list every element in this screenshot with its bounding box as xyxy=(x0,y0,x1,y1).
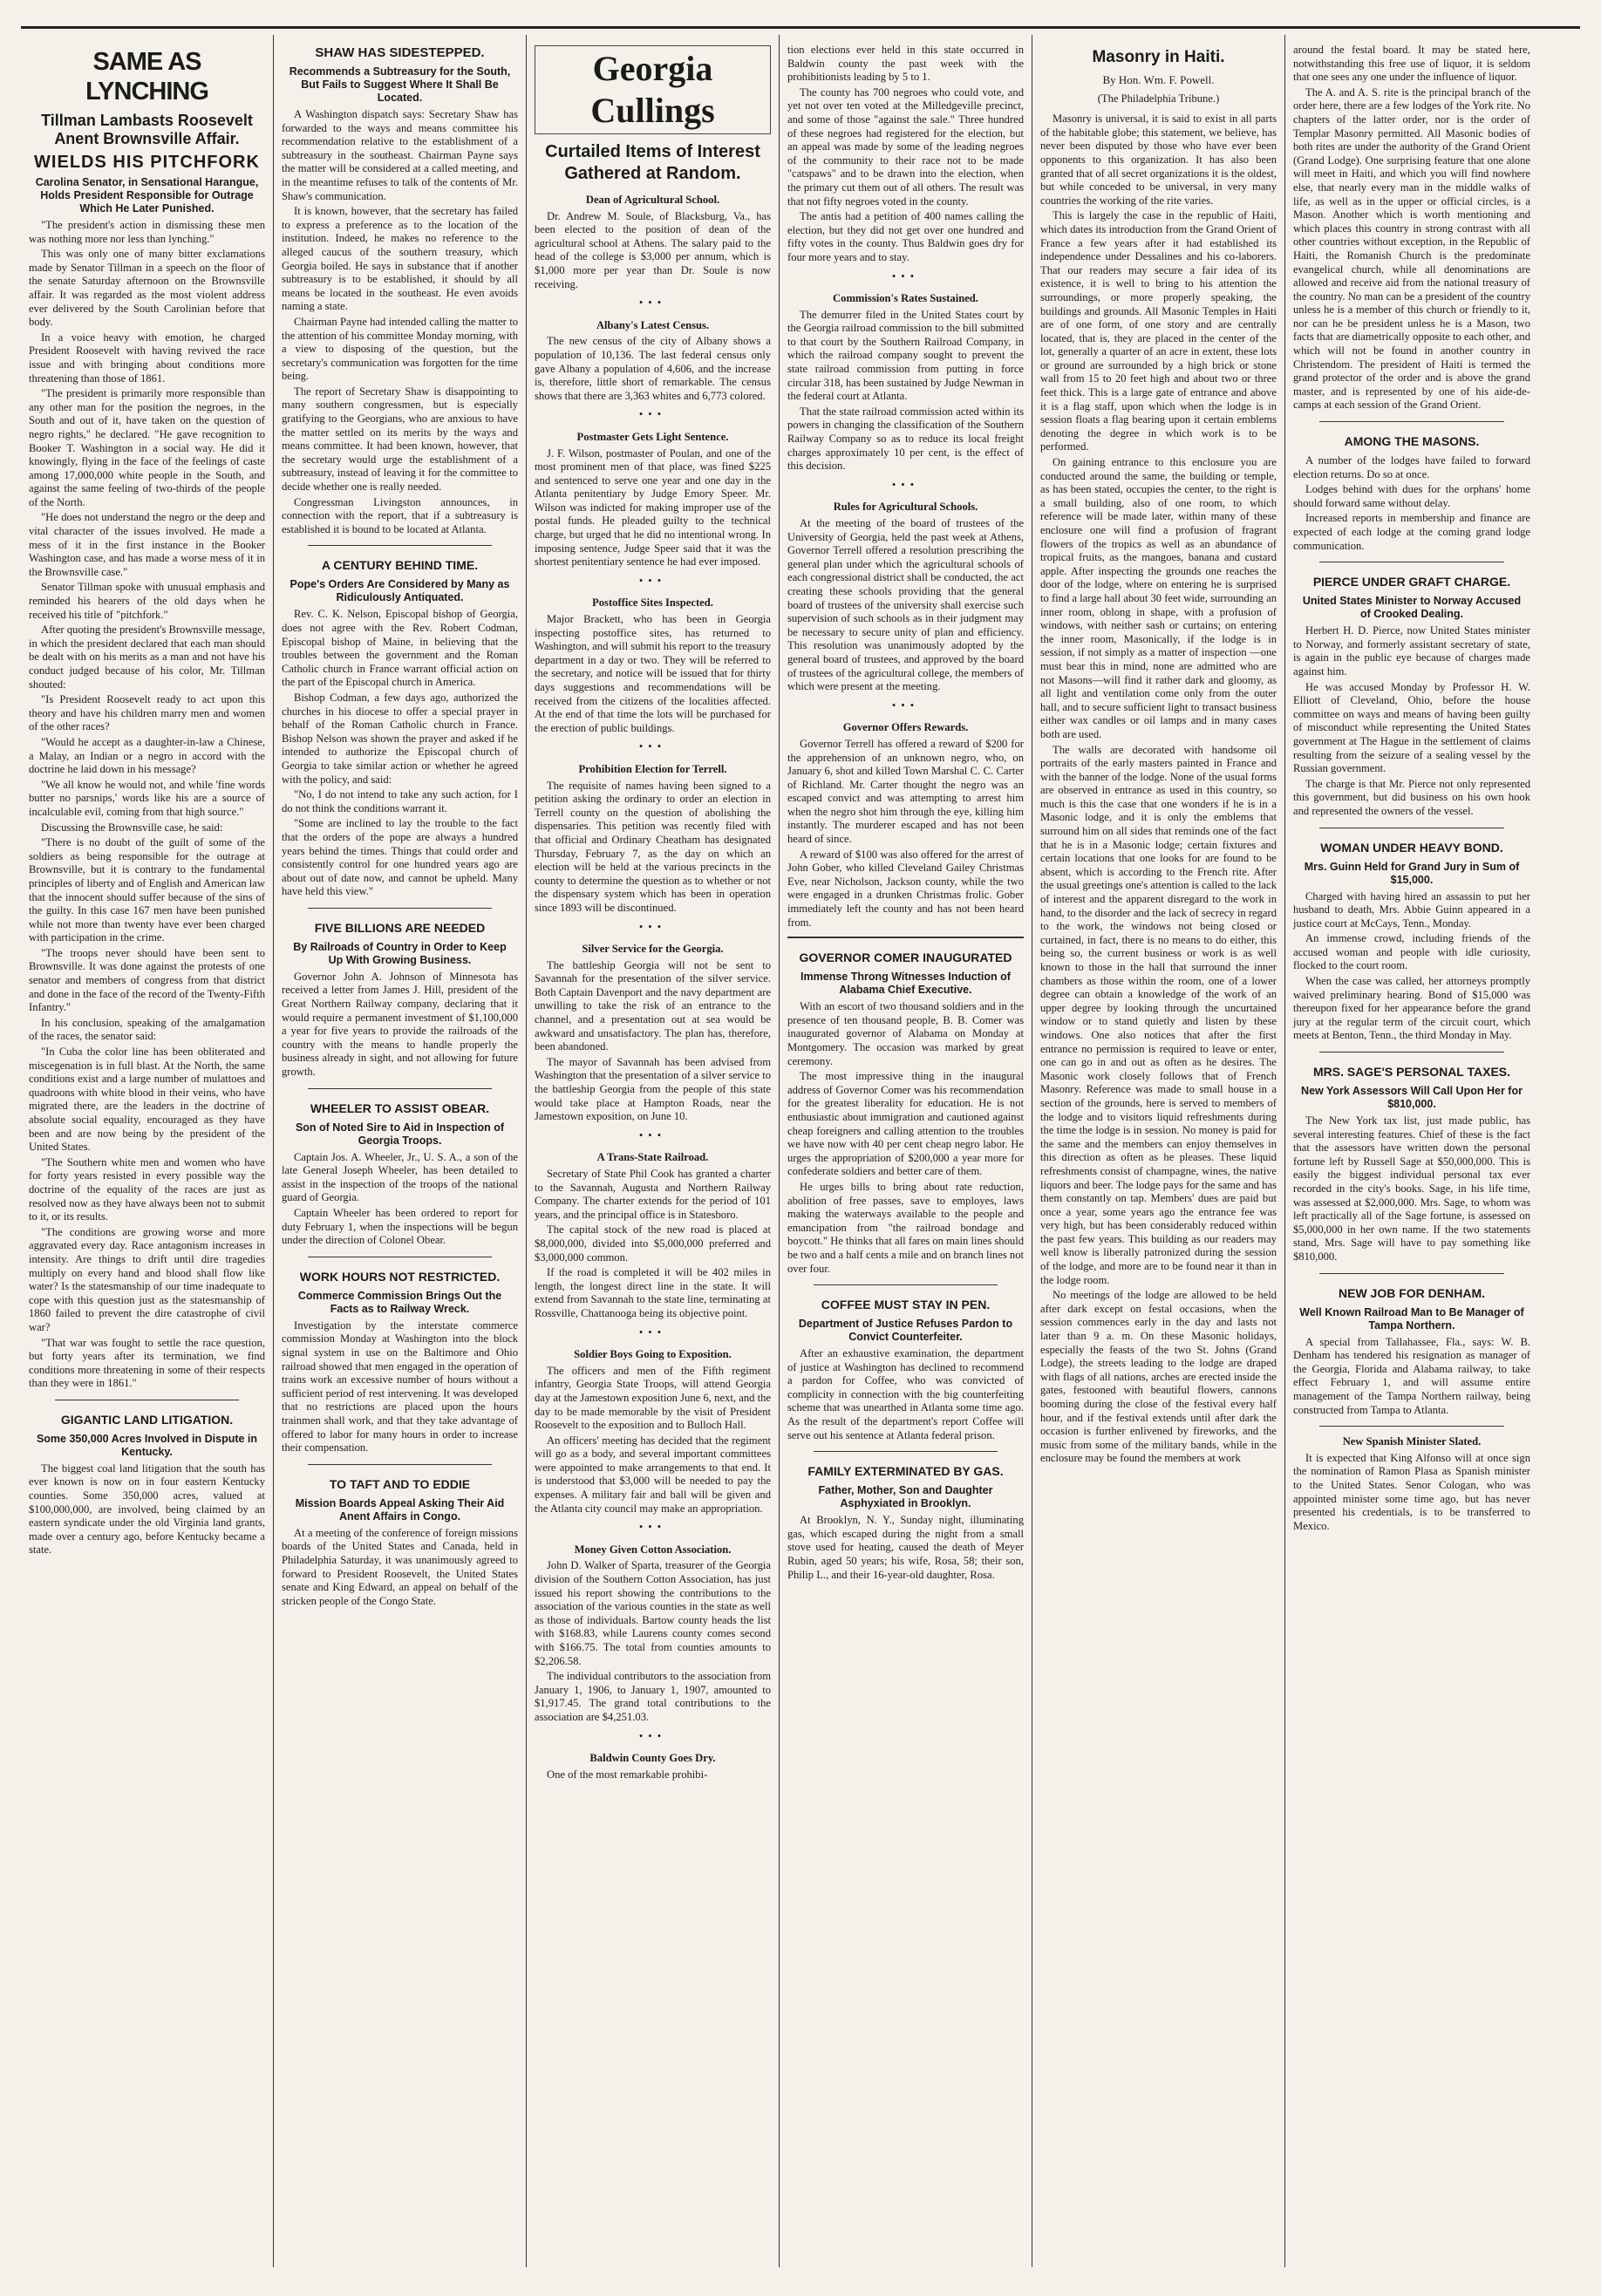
subhead-comer: Immense Throng Witnesses Induction of Alabama Chief Executive. xyxy=(800,971,1011,997)
paragraph: The individual contributors to the association from January 1, 1906, to January 1, 1907, amounted to $1,917.45. The grand total contributions to the association are $4,251.03. xyxy=(535,1670,771,1723)
paragraph: "He does not understand the negro or the deep and vital character of the issues involved. He made a mess of it in the first instance in the Booker Washington case, and has made a worse mess of it in the Brownsville case." xyxy=(29,511,265,578)
subhead-wheeler: Son of Noted Sire to Aid in Inspection of Georgia Troops. xyxy=(295,1121,505,1147)
separator-dots: ••• xyxy=(638,1325,667,1339)
paragraph: At the meeting of the board of trustees of the University of Georgia, held the past week at Athens, Governor Terrell offered a resolution prescribing the general plan under which the agricultural schools of each congressional district shall be conducted, the act creating these schools providing that the general board of trustees of the university shall exercise such supervision of such schools as in their judgment may be necessary to secure unity of plan and efficiency. This resolution was unanimously adopted by the general board of trustees, and approved by the board of trustees of the agricultural college, the members of which were present at the meeting. xyxy=(787,517,1024,693)
separator-dots: ••• xyxy=(891,269,920,283)
paragraph: The requisite of names having been signed to a petition asking the ordinary to order an election in Terrell county on the question of abolishing the dispensaries. This petition was recently filed with that official and Ordinary Cheatham has designated Thursday, February 7, as the day on which an election will be held at the various precincts in the county to determine the question as to whether or not the dispensary system which has been in operation since 1893 will be discontinued. xyxy=(535,779,771,914)
deck-pitchfork: WIELDS HIS PITCHFORK xyxy=(34,153,260,172)
paragraph: "We all know he would not, and while 'fine words butter no parsnips,' words like his are a source of incalculable evil, coming from that high source." xyxy=(29,778,265,818)
separator-dots: ••• xyxy=(638,296,667,310)
subhead: Albany's Latest Census. xyxy=(596,318,710,331)
subhead-sage-taxes: New York Assessors Will Call Upon Her for $810,000. xyxy=(1301,1085,1523,1111)
divider xyxy=(308,908,492,909)
subhead: Baldwin County Goes Dry. xyxy=(589,1752,716,1765)
columns xyxy=(21,35,1580,2267)
paragraph: Herbert H. D. Pierce, now United States minister to Norway, and formerly assistant secretary of state, is again in the public eye because of charges made against him. xyxy=(1293,624,1530,678)
deck-senator: Carolina Senator, in Sensational Harangue, Holds President Responsible for Outrage Which He Later Punished. xyxy=(35,176,259,215)
paragraph: "Would he accept as a daughter-in-law a Chinese, a Malay, an Indian or a negro in accord with the doctrine he laid down in his message? xyxy=(29,735,265,776)
headline-shaw: SHAW HAS SIDESTEPPED. xyxy=(315,45,485,60)
subhead: Governor Offers Rewards. xyxy=(842,721,969,734)
paragraph: The charge is that Mr. Pierce not only represented this government, but did business on his own hook and represented the owners of the vessel. xyxy=(1293,777,1530,817)
deck-curtailed-items: Curtailed Items of Interest Gathered at Random. xyxy=(545,142,760,183)
paragraph: Investigation by the interstate commerce commission Monday at Washington into the block signal system in use on the Baltimore and Ohio railroad showed that men engaged in the operation of trains work an excessive number of hours without a sufficient period of rest intervening. It was developed that no restrictions are placed upon the hours trainmen shall work, and that they take advantage of offered to labor for many hours in order to increase their compensation. xyxy=(282,1318,518,1455)
divider xyxy=(814,1451,998,1452)
paragraph: Captain Wheeler has been ordered to report for duty February 1, when the inspections will be begun under the direction of Colonel Obear. xyxy=(282,1207,518,1247)
paragraph: The report of Secretary Shaw is disappointing to many southern congressmen, but is especially gratifying to the Georgians, who are anxious to have the matter settled on its merits by the ways and means committee. It had been known, however, that the secretary would urge the establishment of a subtreasury, instead of leaving it for the committee to decide whether one is really needed. xyxy=(282,385,518,494)
subhead-coffee: Department of Justice Refuses Pardon to Convict Counterfeiter. xyxy=(798,1318,1013,1344)
paragraph: It is expected that King Alfonso will at once sign the nomination of Ramon Plasa as Spanish minister to the United States. Senor Cologan, who was appointed minister some time ago, but has never presented his credentials, is to be transferred to Mexico. xyxy=(1293,1451,1530,1532)
headline-land-litigation: GIGANTIC LAND LITIGATION. xyxy=(60,1412,234,1427)
paragraph: The most impressive thing in the inaugural address of Governor Comer was his recommendation for the greatest liberality for education. He is not enthusiastic about immigration and cautioned against cheap foreigners and calling attention to the troubles we have now with 40 per cent cheap negro labor. He urges the appropriation of $200,000 a year more for confederate soldiers and better care of them. xyxy=(787,1070,1024,1178)
column-6 xyxy=(1285,35,1538,2267)
headline-wheeler: WHEELER TO ASSIST OBEAR. xyxy=(310,1100,490,1115)
subhead-taft-eddie: Mission Boards Appeal Asking Their Aid Anent Affairs in Congo. xyxy=(295,1496,505,1523)
paragraph: Governor Terrell has offered a reward of $200 for the apprehension of an unknown negro, who, on January 6, shot and killed Town Marshal C. C. Carter of Richland. Mr. Carter thought the negro was an escaped convict and was attempting to arrest him when the negro shot him through the eye, killing him instantly. The murderer escaped and has not been heard of since. xyxy=(787,737,1024,846)
paragraph: If the road is completed it will be 402 miles in length, the longest direct line in the state. It will extend from Savannah to the state line, terminating at Rossville, Chattanooga being its objective point. xyxy=(535,1266,771,1319)
paragraph: "There is no doubt of the guilt of some of the soldiers as being responsible for the outrage at Brownsville, but it is contrary to the fundamental principles of liberty and of English and American law that the innocent should suffer because of the sins of the guilty. In this case 167 men have been punished while not more than twenty have ever been charged with participation in the crime. xyxy=(29,836,265,944)
paragraph: The demurrer filed in the United States court by the Georgia railroad commission to the bill submitted to that court by the Southern Railroad Company, in which the railroad company sought to prevent the state railroad commission from putting in force circular 318, has been sustained by Judge Newman in the federal court at Atlanta. xyxy=(787,308,1024,403)
paragraph: Lodges behind with dues for the orphans' home should forward same without delay. xyxy=(1293,483,1530,509)
paragraph: Chairman Payne had intended calling the matter to the attention of his committee Monday morning, with a view to disposing of the question, but the secretary's communication was forgotten for the time being. xyxy=(282,315,518,383)
paragraph: No meetings of the lodge are allowed to be held after dark except on festal occasions, when the session commences early in the day and lasts not later than 9 a. m. On these Masonic holidays, especially the feasts of the two St. Johns (Grand Lodge), the streets leading to the lodge are draped with flags of all nations, arches are erected inside the gates, festooned with beautiful flowers, cannons booming during the close of the festival every half hour, and if the festival extends until after dark the occasion is further enlivened by fireworks, and the music from some of the military bands, while in the enclosure may be found the members at work xyxy=(1040,1289,1277,1465)
divider xyxy=(814,1284,998,1285)
paragraph: Major Brackett, who has been in Georgia inspecting postoffice sites, has returned to Washington, and will submit his report to the treasury department in a day or two. They will be referred to the secretary, and notice will be issued that for thirty days suggestions and recommendations will be received from the citizens of the localities affected. At the end of that time the lots will be purchased for the erection of public buildings. xyxy=(535,613,771,734)
column-4 xyxy=(780,35,1032,2267)
paragraph: Senator Tillman spoke with unusual emphasis and reminded his hearers of the old days when he received his title of "pitchfork." xyxy=(29,581,265,621)
paragraph: At a meeting of the conference of foreign missions boards of the United States and Canada, held in Philadelphia Saturday, it was unanimously agreed to forward to President Roosevelt, the United States senate and King Edward, an appeal on behalf of the stricken people of the Congo State. xyxy=(282,1526,518,1607)
paragraph: At Brooklyn, N. Y., Sunday night, illuminating gas, which escaped during the night from a small stove used for heating, caused the death of Meyer Rubin, aged 50 years; his wife, Rosa, 58; their son, Philip L., and their 16-year-old daughter, Rosa. xyxy=(787,1514,1024,1581)
source-line: (The Philadelphia Tribune.) xyxy=(1097,92,1220,105)
divider xyxy=(308,1088,492,1089)
paragraph: J. F. Wilson, postmaster of Poulan, and one of the most prominent men of that place, was fined $225 and sentenced to serve one year and one day in the Atlanta penitentiary by Judge Emory Speer. Mr. Wilson was indicted for making improper use of the postal funds. He pleaded guilty to the technical charge, but urged that he did no intentional wrong. In imposing sentence, Judge Speer said that it was the shortest penitentiary sentence he had ever imposed. xyxy=(535,446,771,569)
headline-comer-inaugurated: GOVERNOR COMER INAUGURATED xyxy=(799,950,1012,965)
paragraph: The capital stock of the new road is placed at $8,000,000, divided into $5,000,000 preferred and $3,000,000 common. xyxy=(535,1223,771,1264)
subhead-shaw: Recommends a Subtreasury for the South, But Fails to Suggest Where It Shall Be Located. xyxy=(289,65,511,104)
paragraph: A reward of $100 was also offered for the arrest of John Gober, who killed Cleveland Gailey Christmas Eve, near Nicholson, Jackson county, while the two were engaged in a drunken Christmas frolic. Gober immediately left the county and has not been heard from. xyxy=(787,848,1024,929)
paragraph: An officers' meeting has decided that the regiment will go as a body, and several important committees were appointed to make arrangements to that end. It is understood that $3,000 will be needed to pay the expenses. A military fair and ball will be given and the Atlanta city council may make an appropriation. xyxy=(535,1434,771,1515)
paragraph: Masonry is universal, it is said to exist in all parts of the habitable globe; this statement, we believe, has never been disputed by those who have ever been opponents to this organization. It has also been granted that of all secret organizations it is the oldest, but while conceded to be universal, in very many countries the working of the rite varies. xyxy=(1040,112,1277,207)
divider xyxy=(308,1464,492,1465)
headline-family-gas: FAMILY EXTERMINATED BY GAS. xyxy=(807,1464,1004,1479)
subhead: Silver Service for the Georgia. xyxy=(582,943,724,956)
separator-dots: ••• xyxy=(638,574,667,587)
headline-taft-eddie: TO TAFT AND TO EDDIE xyxy=(329,1476,471,1491)
subhead: Postoffice Sites Inspected. xyxy=(592,596,713,610)
separator-dots: ••• xyxy=(891,478,920,491)
subhead-century-behind: Pope's Orders Are Considered by Many as Ridiculously Antiquated. xyxy=(290,578,510,604)
column-2 xyxy=(274,35,527,2267)
paragraph: Bishop Codman, a few days ago, authorized the churches in his diocese to offer a special prayer in behalf of the Roman Catholic church in France. Bishop Nelson was shown the prayer and asked if he intended to authorize the Episcopal church of Georgia to take similar action or whether he agreed with the policy, and said: xyxy=(282,691,518,786)
paragraph: The officers and men of the Fifth regiment infantry, Georgia State Troops, will attend Georgia day at the Jamestown exposition June 6, next, and the day to be made memorable by the visit of President Roosevelt to the exposition and to Bulloch Hall. xyxy=(535,1364,771,1432)
subhead: Soldier Boys Going to Exposition. xyxy=(574,1348,732,1361)
paragraph: In a voice heavy with emotion, he charged President Roosevelt with having revived the race issue and with bringing about conditions more threatening than those of 1861. xyxy=(29,330,265,385)
paragraph: Discussing the Brownsville case, he said: xyxy=(41,821,223,834)
subhead: A Trans-State Railroad. xyxy=(596,1151,709,1164)
subhead-pierce: United States Minister to Norway Accused of Crooked Dealing. xyxy=(1302,595,1522,621)
paragraph: Secretary of State Phil Cook has granted a charter to the Savannah, Augusta and Northern Railway Company. The charter extends for the period of 101 years, and the principal office is in Statesboro. xyxy=(535,1168,771,1221)
subhead-work-hours: Commerce Commission Brings Out the Facts as to Railway Wreck. xyxy=(297,1289,502,1315)
paragraph: around the festal board. It may be stated here, notwithstanding this free use of liquor, it is seldom that one sees any one under the influence of liquor. xyxy=(1293,44,1530,84)
paragraph: One of the most remarkable prohibi- xyxy=(547,1768,708,1781)
paragraph: A Washington dispatch says: Secretary Shaw has forwarded to the ways and means committee his recommendation relative to the establishment of a subtreasury in the southeast. Chairman Payne says the matter will be considered at a called meeting, and in the meantime refuses to talk of the contents of Mr. Shaw's communication. xyxy=(282,108,518,202)
paragraph: "That war was fought to settle the race question, but forty years after its termination, we find conditions more threatening in some of their respects than they were in 1861." xyxy=(29,1336,265,1390)
subhead-five-billions: By Railroads of Country in Order to Keep Up With Growing Business. xyxy=(293,940,507,966)
paragraph: The A. and A. S. rite is the principal branch of the order here, there are a few lodges of the York rite. No chapters of the latter order, nor is the order of Templar Masonry permitted. All Masonic bodies of both rites are under the authority of the Grand Orient (Grand Lodge). One surprising feature that one alone will meet in Haiti, and which you will find nowhere else, that nearly every man in the middle walks of life, as well as in the upper or official circles, is a Mason. Another which is worth mentioning and which places this country in strong contrast with all other countries without exception, in the Republic of Haiti, the Romanish Church is the predominate evangelical church, while all denominations are allowed and receive aid from the national treasury of the country. No man can be a president of the country unless he is a member of this church or friendly to it, nor can he be president unless he is a Mason, two facts that are diametrically opposite to each other, and which will not be found in another country in Christendom. The president of Haiti is termed the grand protector of the order and is above the grand master, and is represented by one of his aide-de-camps at each session of the Grand Orient. xyxy=(1293,85,1530,412)
headline-masonry-haiti: Masonry in Haiti. xyxy=(1092,48,1225,66)
paragraph: After quoting the president's Brownsville message, in which the president declared that each man should be dealt with on his merits as a man and not have his conduct judged because of his color, Mr. Tillman shouted: xyxy=(29,623,265,691)
masthead-georgia-cullings: Georgia Cullings xyxy=(535,45,771,134)
paragraph: The antis had a petition of 400 names calling the election, but they did not get over one hundred and fifty votes in the county. Thus Baldwin goes dry for four more years and to stay. xyxy=(787,210,1024,263)
separator-dots: ••• xyxy=(638,1128,667,1141)
subhead: Postmaster Gets Light Sentence. xyxy=(576,430,729,443)
headline-five-billions: FIVE BILLIONS ARE NEEDED xyxy=(314,920,486,935)
subhead: Money Given Cotton Association. xyxy=(574,1543,732,1556)
paragraph: Charged with having hired an assassin to put her husband to death, Mrs. Abbie Guinn appeared in a justice court at McCays, Tenn., Monday. xyxy=(1293,889,1530,930)
paragraph: "The Southern white men and women who have for forty years resisted in every possible way the doctrine of the equality of the races are just as resolved now as they have always been not to submit to it, or its results. xyxy=(29,1155,265,1223)
byline: By Hon. Wm. F. Powell. xyxy=(1102,73,1215,86)
paragraph: He was accused Monday by Professor H. W. Elliott of Cleveland, Ohio, before the house committee on ways and means of having been guilty of misconduct while representing the United States government at The Hague in the settlement of claims resulting from the seizure of a sealing vessel by the Russian government. xyxy=(1293,680,1530,775)
paragraph: "The president is primarily more responsible than any other man for the position the negroes, in the South and out of it, have taken on the question of negro rights," he declared. "He gave recognition to Booker T. Washington in a social way. He did it knowingly, flying in the face of the feelings of caste among 17,000,000 white people in the South, and against the same feeling of two-thirds of the people of the North. xyxy=(29,387,265,508)
paragraph: "The president's action in dismissing these men was nothing more nor less than lynching." xyxy=(29,219,265,245)
paragraph: Captain Jos. A. Wheeler, Jr., U. S. A., a son of the late General Joseph Wheeler, has been detailed to assist in the inspection of the troops of the national guard of Georgia. xyxy=(282,1150,518,1204)
separator-dots: ••• xyxy=(638,1729,667,1742)
paragraph: The biggest coal land litigation that the south has ever known is now on in four eastern Kentucky counties. Some 350,000 acres, valued at $100,000,000, are involved, being claimed by an eastern syndicate under the old Virginia land grants, made over a century ago, before Kentucky became a state. xyxy=(29,1461,265,1557)
paragraph: A special from Tallahassee, Fla., says: W. B. Denham has tendered his resignation as manager of the Georgia, Florida and Alabama railway, to take effect February 1, and will assume entire management of the Tampa Northern railway, being constructed from Tampa to Atlanta. xyxy=(1293,1335,1530,1416)
headline-coffee-pen: COFFEE MUST STAY IN PEN. xyxy=(821,1298,991,1312)
divider xyxy=(308,545,492,546)
paragraph: In his conclusion, speaking of the amalgamation of the races, the senator said: xyxy=(29,1016,265,1043)
top-rule xyxy=(21,26,1580,29)
paragraph: The new census of the city of Albany shows a population of 10,136. The last federal census only gave Albany a population of 4,606, and the increase is, therefore, little short of remarkable. The census shows that there are 3,363 whites and 6,773 colored. xyxy=(535,335,771,402)
subhead: Dean of Agricultural School. xyxy=(585,194,720,206)
paragraph: tion elections ever held in this state occurred in Baldwin county the past week with the prohibitionists leading by 5 to 1. xyxy=(787,44,1024,84)
paragraph: On gaining entrance to this enclosure you are conducted around the same, the building or temple, as has been stated, occupies the center, to the right is a small building, also of one room, to which reference will be made later, within many of these enclosure one will find a profusion of fragrant flowers of the tropics as well as an abundance of tropical fruits, as the mangoes, banana and custard apple. After inspecting the grounds one reaches the door of the lodge, where on entering he is surprised to find a large hall about 30 feet wide, surrounding an inner room, oblong in shape, with a profusion of windows, with neither sash or curtains; on entering the inner room, Masonically, if the lodge is in session, if not simply as a matter of inspection —one must bear this in mind, none are admitted who are not Masons—will find it rather dark and gloomy, as all light and ventilation come only from the outer hall, and to secure sufficient light to transact business either wax candles or oil lamps and in many cases both are used. xyxy=(1040,456,1277,740)
subhead: Rules for Agricultural Schools. xyxy=(833,501,978,514)
paragraph: "No, I do not intend to take any such action, for I do not think the conditions warrant it. xyxy=(282,788,518,814)
paragraph: When the case was called, her attorneys promptly waived preliminary hearing. Bond of $15,000 was thereupon fixed for her appearance before the grand jury at the regular term of the circuit court, which meets at Benton, Tenn., the third Monday in May. xyxy=(1293,975,1530,1042)
paragraph: With an escort of two thousand soldiers and in the presence of ten thousand people, B. B. Comer was inaugurated governor of Alabama on Monday at Montgomery. The occasion was marked by great ceremony. xyxy=(787,1000,1024,1067)
headline-denham: NEW JOB FOR DENHAM. xyxy=(1339,1285,1485,1300)
subhead-woman-bond: Mrs. Guinn Held for Grand Jury in Sum of $15,000. xyxy=(1304,860,1520,886)
separator-dots: ••• xyxy=(638,1521,667,1534)
paragraph: A number of the lodges have failed to forward election returns. Do so at once. xyxy=(1293,454,1530,480)
column-5 xyxy=(1032,35,1285,2267)
paragraph: The walls are decorated with handsome oil portraits of the early masters painted in France and with the banner of the lodge. None of the usual forms are observed in entrance as used in this country, so much is this the case that one wonders if he is in a Masonic lodge, and it is only the emblems that surround him on all sides that reminds one of the fact that he is in a Masonic lodge; certain fixtures and certain locations that one looks for are found to be absent, which is according to the French rite. After the usual greetings one's attention is called to the lack of interest and the apparent disregard to the work in hand, to the disorder and the lack of secrecy in regard to the work, the windows not being closed or curtained, in fact, there is no means to do either, this being so, the current business or work is as well known to those in the hall that surround the inner chambers as those within the room, one of a lower degree can obtain a knowledge of the work of an upper degree by looking through the uncurtained window or to stand quietly and listen by these windows. One also notices that after the first entrance no permission is required to leave or enter, one can go in and out as often as he desires. The Masonic work closely follows that of French Masonry. Reference was made to small house in a section of the grounds, here is served to members of the lodge and to visitors liquid refreshments during the time the lodge is in session. No money is paid for the same and the members can enjoy themselves in this direction as often as he pleases. These liquid refreshments consist of champagne, wines, the native liquors and beer. The lodge pays for the same and has them constantly on tap. Members' dues are paid but once a year, some years ago the entrance fee was very high, but has been considerably reduced within the past few years. This building as our readers may well know is liberally patronized during the session of the lodge, and more are to be found near it than in the lodge room. xyxy=(1040,743,1277,1286)
paragraph: It is known, however, that the secretary has failed to express a preference as to the location of the institution. Indeed, he makes no reference to the alleged caucus of the southern treasury, which Georgia boiled. He says in substance that if another subtreasury is to be established, it should by all means be located in the southeast. He even avoids naming a state. xyxy=(282,205,518,313)
divider xyxy=(787,937,1024,938)
paragraph: Dr. Andrew M. Soule, of Blacksburg, Va., has been elected to the position of dean of the agricultural school at Athens. The salary paid to the head of the college is $3,000 per annum, which is $1,000 more per year than Dr. Soule is now receiving. xyxy=(535,209,771,290)
paragraph: "Some are inclined to lay the trouble to the fact that the orders of the pope are always a hundred years behind the times. Things that could order and consistently control for one hundred years ago are about out of date now, and cannot be upheld. Many have held this view." xyxy=(282,817,518,898)
headline-work-hours: WORK HOURS NOT RESTRICTED. xyxy=(299,1269,501,1284)
separator-dots: ••• xyxy=(638,408,667,421)
column-1 xyxy=(21,35,274,2267)
separator-dots: ••• xyxy=(891,698,920,712)
headline-same-as-lynching: SAME AS LYNCHING xyxy=(85,48,208,106)
paragraph: "The conditions are growing worse and more aggravated every day. Race antagonism increases in intensity. Are things to drift until dire tragedies multiply on every hand and blood shall flow like water? Is the statesmanship of our time inadequate to cope with this question just as the statesmanship of 1860 failed to prevent the dire catastrophe of civil war? xyxy=(29,1225,265,1333)
paragraph: An immense crowd, including friends of the accused woman and people with idle curiosity, flocked to the court room. xyxy=(1293,932,1530,972)
subhead: Commission's Rates Sustained. xyxy=(833,292,978,305)
paragraph: Congressman Livingston announces, in connection with the report, that if a subtreasury is established it is bound to be located at Atlanta. xyxy=(282,495,518,535)
paragraph: Governor John A. Johnson of Minnesota has received a letter from James J. Hill, president of the Great Northern Railway company, declaring that it would require a permanent investment of $1,100,000 a year for five years to provide the railroads of the country with the means to handle properly the business already in sight, and not allowing for future growth. xyxy=(282,970,518,1079)
deck-tillman: Tillman Lambasts Roosevelt Anent Brownsville Affair. xyxy=(41,112,253,147)
divider xyxy=(1319,1052,1504,1053)
paragraph: The New York tax list, just made public, has several interesting features. Chief of these is the fact that the assessors have written down the personal fortune left by Russell Sage at $50,000,000. This is easily the biggest individual personal tax ever recorded in the city's books. Sage, in his life time, was assessed at $2,000,000. Mrs. Sage, to whom was left practically all of the Sage fortune, is assessed on $5,000,000 in her own name. If the two statements stand, Mrs. Sage will have to pay something like $810,000. xyxy=(1293,1114,1530,1263)
column-3 xyxy=(527,35,780,2267)
paragraph: "The troops never should have been sent to Brownsville. It was done against the protests of one senator and members of congress from that district and done in the face of the record of the Twenty-Fifth Infantry." xyxy=(29,946,265,1014)
headline-sage-taxes: MRS. SAGE'S PERSONAL TAXES. xyxy=(1312,1065,1511,1080)
paragraph: This is largely the case in the republic of Haiti, which dates its introduction from the Grand Orient of France a few years after it had established its independence under Dessalines and his co-laborers. That our readers may secure a fair idea of its existence, it is well to bring to his attention the surroundings, or more properly speaking, the buildings and grounds. All Masonic Temples in Haiti are of one form, of one story and are centrally located, that is, they are placed in the center of the lot, generally a quarter of an acre in extent, these lots or ground are surrounded by a high brick or stone wall from 15 to 20 feet high and about two or three feet thick. This is a large gate of entrance and above it is a flag staff, upon which when the lodge is in session floats a flag bearing upon it certain emblems denoting the degree in which work is to be performed. xyxy=(1040,209,1277,453)
paragraph: The mayor of Savannah has been advised from Washington that the presentation of a silver service to the battleship Georgia from the people of this state would take place at Hampton Roads, near the Jamestown exposition, on June 10. xyxy=(535,1055,771,1123)
subhead-spanish-minister: New Spanish Minister Slated. xyxy=(1342,1435,1482,1448)
headline-among-masons: AMONG THE MASONS. xyxy=(1344,434,1480,449)
paragraph: After an exhaustive examination, the department of justice at Washington has declined to recommend a pardon for Coffee, who was convicted of complicity in connection with the big counterfeiting scheme that was unearthed in Atlanta some time ago. As the result of the department's report Coffee will serve out his sentence at Atlanta federal prison. xyxy=(787,1347,1024,1441)
paragraph: John D. Walker of Sparta, treasurer of the Georgia division of the Southern Cotton Association, has just issued his report showing the contributions to the association of the various counties in the state as well as those of individuals. Bartow county heads the list with $168.83, while Laurens county comes second with $166.75. The total from counties amounts to $2,206.58. xyxy=(535,1559,771,1667)
paragraph: Rev. C. K. Nelson, Episcopal bishop of Georgia, does not agree with the Rev. Robert Codman, Episcopal bishop of Maine, in believing that the troubles between the government and the Roman Catholic church in France warrant official action on the part of the Episcopal church in America. xyxy=(282,608,518,689)
paragraph: "In Cuba the color line has been obliterated and miscegenation is in full blast. At the North, the same conditions exist and a large number of mulattoes and quadroons with white blood in their veins, who have migrated there, are the leaders in the doctrine of absolute social equality, encouraged as they have been and are now being by the president of the United States. xyxy=(29,1046,265,1154)
paragraph: "Is President Roosevelt ready to act upon this theory and have his children marry men and women of the other races? xyxy=(29,693,265,733)
divider xyxy=(1319,1426,1504,1427)
separator-dots: ••• xyxy=(638,920,667,933)
divider xyxy=(1319,421,1504,422)
paragraph: Increased reports in membership and finance are expected of each lodge at the coming grand lodge communication. xyxy=(1293,512,1530,552)
headline-woman-bond: WOMAN UNDER HEAVY BOND. xyxy=(1320,840,1503,855)
divider xyxy=(1319,1273,1504,1274)
paragraph: He urges bills to bring about rate reduction, abolition of free passes, save to employes, laws making the waterways available to the people and emancipation from "the railroad bondage and boycott." He thinks that all fares on main lines should be two and a half cents a mile and on branch lines not over four. xyxy=(787,1180,1024,1275)
paragraph: That the state railroad commission acted within its powers in changing the classification of the Southern Railway Company so as to reduce its local freight charges approximately 10 per cent, is the effect of this decision. xyxy=(787,405,1024,473)
subhead-land-litigation: Some 350,000 Acres Involved in Dispute in Kentucky. xyxy=(36,1432,258,1458)
paragraph: The battleship Georgia will not be sent to Savannah for the presentation of the silver service. Both Captain Davenport and the navy department are unwilling to take the risk of an entrance to the channel, and a presentation out at sea would be awkward and unsatisfactory. The plan has, therefore, been abandoned. xyxy=(535,958,771,1053)
separator-dots: ••• xyxy=(638,740,667,753)
subhead: Prohibition Election for Terrell. xyxy=(578,762,727,775)
headline-pierce-graft: PIERCE UNDER GRAFT CHARGE. xyxy=(1312,575,1511,589)
headline-century-behind: A CENTURY BEHIND TIME. xyxy=(321,558,479,573)
subhead-family-gas: Father, Mother, Son and Daughter Asphyxiated in Brooklyn. xyxy=(818,1484,993,1510)
paragraph: The county has 700 negroes who could vote, and yet not over ten voted at the Milledgeville precinct, and some of those "against the sale." Three hundred of these negroes had registered for the election, but an appeal was made by some of the leading negroes of the community to their race not to be made "catspaws" and to be drawn into the election, when the primary cut them out of all others. The result was that not fifty negroes voted in the county. xyxy=(787,85,1024,208)
subhead-denham: Well Known Railroad Man to Be Manager of Tampa Northern. xyxy=(1299,1305,1524,1332)
paragraph: This was only one of many bitter exclamations made by Senator Tillman in a speech on the floor of the senate Saturday afternoon on the Brownsville affair. It was regarded as the most violent address ever delivered by the South Carolinian before that body. xyxy=(29,248,265,329)
